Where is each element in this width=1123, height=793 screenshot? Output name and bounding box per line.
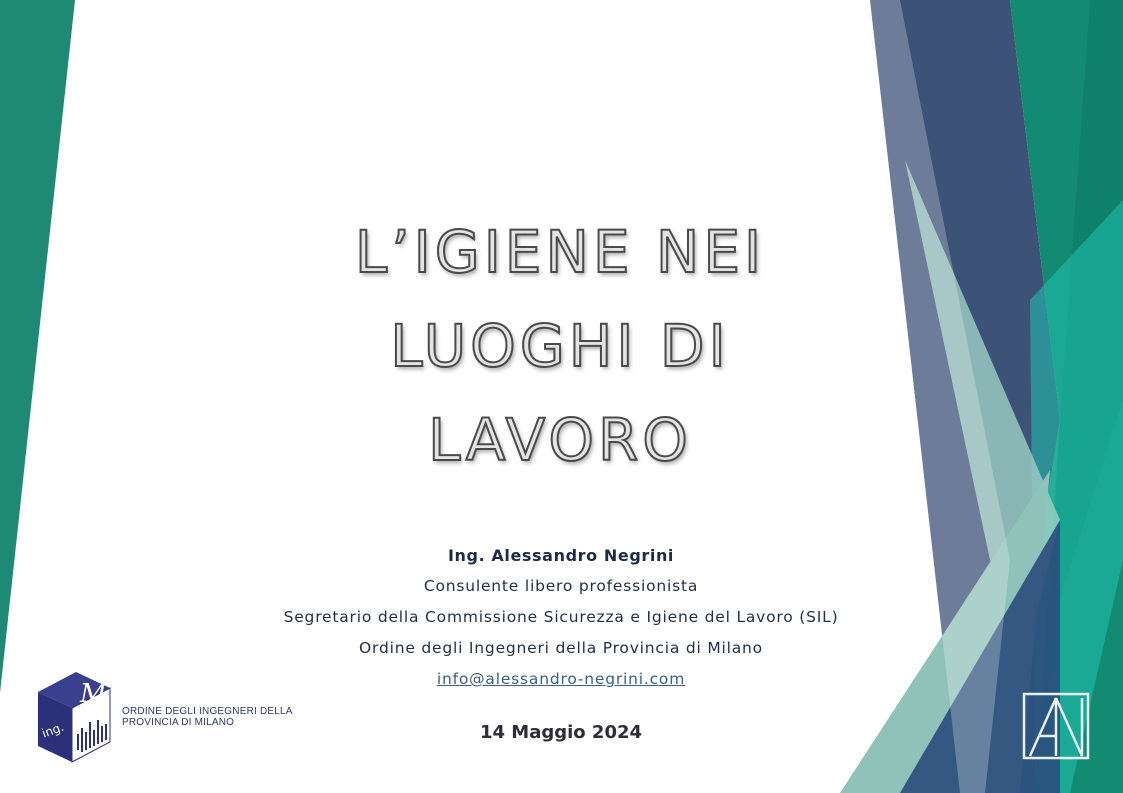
author-name: Ing. Alessandro Negrini: [447, 546, 675, 565]
title-line-3: LAVORO: [428, 406, 692, 474]
author-role: Consulente libero professionista: [423, 577, 699, 595]
logo-text: [122, 706, 293, 728]
slide-title: [250, 205, 870, 487]
author-position: Segretario della Commissione Sicurezza e Igiene del Lavoro (SIL): [283, 608, 839, 626]
logo-text-line-2: PROVINCIA DI MILANO: [122, 717, 235, 728]
title-line-2: LUOGHI DI: [390, 312, 730, 380]
title-line-1: L’IGIENE NEI: [354, 218, 766, 286]
an-monogram-icon: [1020, 690, 1092, 762]
logo-mark-sub: ing.: [39, 719, 66, 741]
presentation-date: 14 Maggio 2024: [479, 722, 643, 743]
ordine-cube-icon: [36, 670, 120, 765]
author-info: [200, 540, 922, 695]
logo-text-line-1: ORDINE DEGLI INGEGNERI DELLA: [122, 706, 293, 717]
author-organization: Ordine degli Ingegneri della Provincia di Milano: [359, 639, 763, 657]
ordine-ingegneri-logo: [36, 670, 306, 765]
left-teal-shape: [0, 0, 75, 693]
author-email-link[interactable]: info@alessandro-negrini.com: [436, 670, 686, 688]
logo-mark-letter: M: [80, 679, 107, 709]
